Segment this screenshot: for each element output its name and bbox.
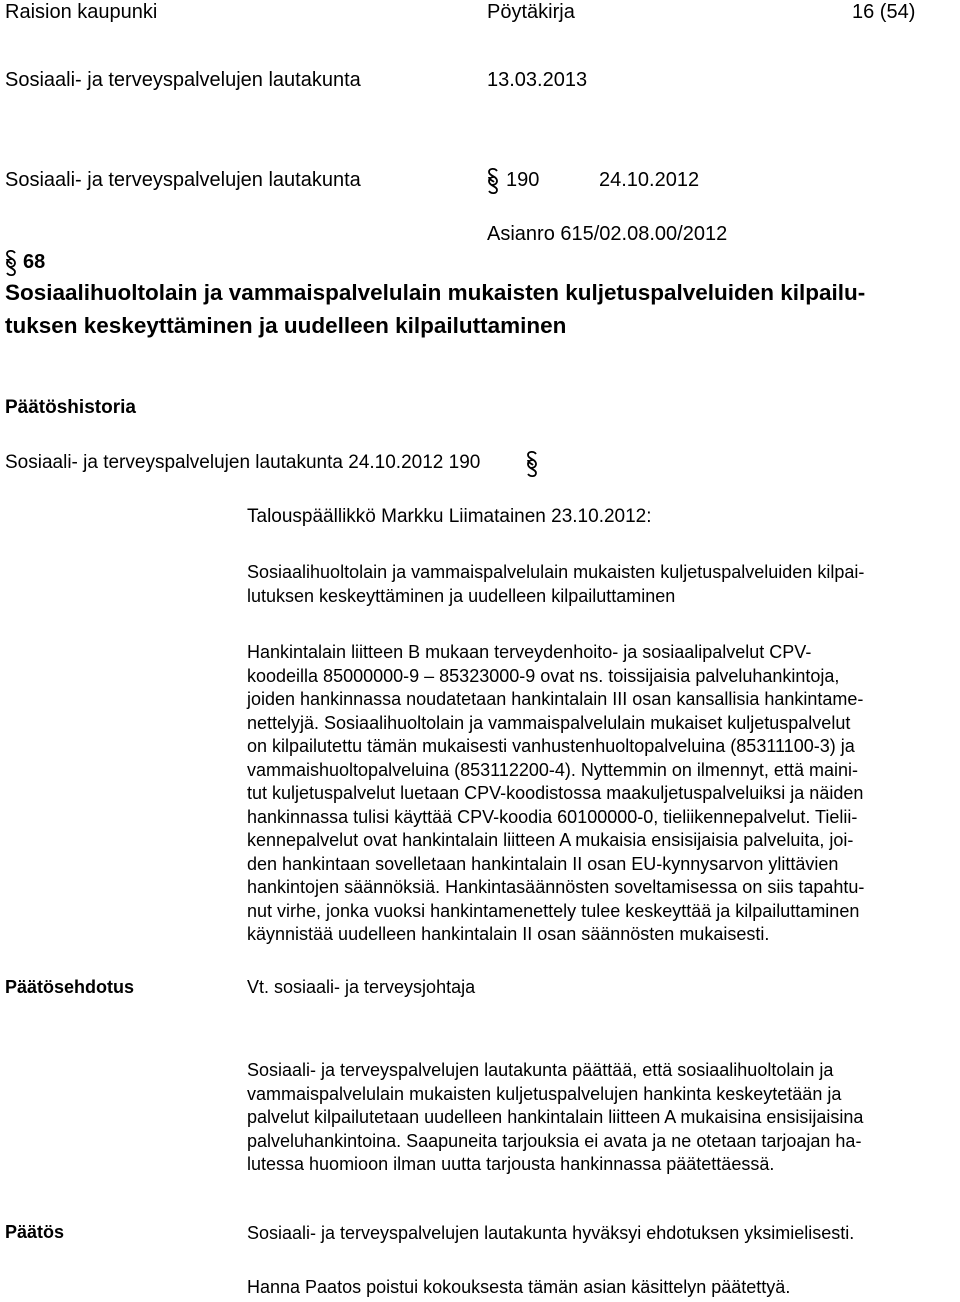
decision-label: Päätös <box>5 1222 65 1242</box>
proposal-label: Päätösehdotus <box>5 977 135 997</box>
committee-name: Sosiaali- ja terveyspalvelujen lautakunta <box>5 69 361 91</box>
prev-meeting-section: 190 <box>506 169 540 191</box>
history-body-line: vammaishuoltopalveluina (853112200-4). Nyttemmin on ilmennyt, että maini- <box>247 759 858 780</box>
history-subject <box>247 561 864 608</box>
meeting-date: 13.03.2013 <box>487 69 588 91</box>
proposal-text-line: palveluhankintoina. Saapuneita tarjouksia ei avata ja ne otetaan tarjoajan ha- <box>247 1130 862 1151</box>
doc-type: Pöytäkirja <box>487 1 575 23</box>
section-mark-icon <box>525 451 539 477</box>
item-title-line-1: Sosiaalihuoltolain ja vammaispalvelulain mukaisten kuljetuspalveluiden kilpailu- <box>5 280 866 305</box>
history-subject-line: Sosiaalihuoltolain ja vammaispalvelulain mukaisten kuljetuspalveluiden kilpai- <box>247 562 865 582</box>
presenter: Talouspäällikkö Markku Liimatainen 23.10.2012: <box>247 506 652 527</box>
history-body <box>247 641 864 947</box>
history-body-line: käynnistää uudelleen hankintalain II osan säännösten mukaisesti. <box>247 924 770 944</box>
proposal-text-line: lutessa huomioon ilman uutta tarjousta hankinnassa päätettäessä. <box>247 1154 775 1174</box>
proposal-proposer: Vt. sosiaali- ja terveysjohtaja <box>247 977 476 997</box>
history-body-line: koodeilla 85000000-9 – 85323000-9 ovat ns. toissijaisia palveluhankintoja, <box>247 665 840 686</box>
decision-note: Hanna Paatos poistui kokouksesta tämän asian käsittelyn päätettyä. <box>247 1277 791 1297</box>
proposal-text <box>247 1059 863 1177</box>
section-mark-icon <box>4 250 18 276</box>
history-body-line: tut kuljetuspalvelut luetaan CPV-koodistossa maakuljetuspalveluiksi ja näiden <box>247 783 864 803</box>
history-heading: Päätöshistoria <box>5 397 136 418</box>
item-number: 68 <box>23 251 46 273</box>
proposal-text-line: vammaispalvelulain mukaisten kuljetuspalvelujen hankinta keskeytetään ja <box>247 1083 842 1104</box>
history-body-line: den hankintaan sovelletaan hankintalain II osan EU-kynnysarvon ylittävien <box>247 853 839 874</box>
history-meeting-ref: Sosiaali- ja terveyspalvelujen lautakunta 24.10.2012 190 <box>5 452 481 473</box>
prev-meeting-body: Sosiaali- ja terveyspalvelujen lautakunta <box>5 169 361 191</box>
history-body-line: hankintojen säännöksiä. Hankintasäännösten soveltamisessa on siis tapahtu- <box>247 877 865 897</box>
history-body-line: kennepalvelut ovat hankintalain liitteen A mukaisia ensisijaisia palveluita, joi- <box>247 830 854 850</box>
decision-text: Sosiaali- ja terveyspalvelujen lautakunta hyväksyi ehdotuksen yksimielisesti. <box>247 1223 855 1243</box>
section-mark-icon <box>486 168 500 194</box>
history-body-line: on kilpailutettu tämän mukaisesti vanhustenhuoltopalveluina (85311100-3) ja <box>247 736 855 756</box>
history-body-line: nettelyjä. Sosiaalihuoltolain ja vammaispalvelulain mukaiset kuljetuspalvelut <box>247 712 851 733</box>
proposal-text-line: Sosiaali- ja terveyspalvelujen lautakunta päättää, että sosiaalihuoltolain ja <box>247 1060 834 1080</box>
history-body-line: Hankintalain liitteen B mukaan terveydenhoito- ja sosiaalipalvelut CPV- <box>247 642 812 662</box>
item-title-line-2: tuksen keskeyttäminen ja uudelleen kilpailuttaminen <box>5 313 567 338</box>
case-number: Asianro 615/02.08.00/2012 <box>487 223 728 245</box>
page-number: 16 (54) <box>852 1 916 23</box>
proposal-text-line: palvelut kilpailutetaan uudelleen hankintalain liitteen A mukaisina ensisijaisina <box>247 1107 864 1127</box>
history-body-line: hankinnassa tulisi käyttää CPV-koodia 60100000-0, tieliikennepalvelut. Tielii- <box>247 806 858 827</box>
history-body-line: joiden hankinnassa noudatetaan hankintalain III osan kansallisia hankintame- <box>247 689 864 709</box>
prev-meeting-date: 24.10.2012 <box>599 169 700 191</box>
org-name: Raision kaupunki <box>5 1 158 23</box>
history-subject-line: lutuksen keskeyttäminen ja uudelleen kilpailuttaminen <box>247 585 676 606</box>
history-body-line: nut virhe, jonka vuoksi hankintamenettely tulee keskeyttää ja kilpailuttaminen <box>247 900 860 921</box>
